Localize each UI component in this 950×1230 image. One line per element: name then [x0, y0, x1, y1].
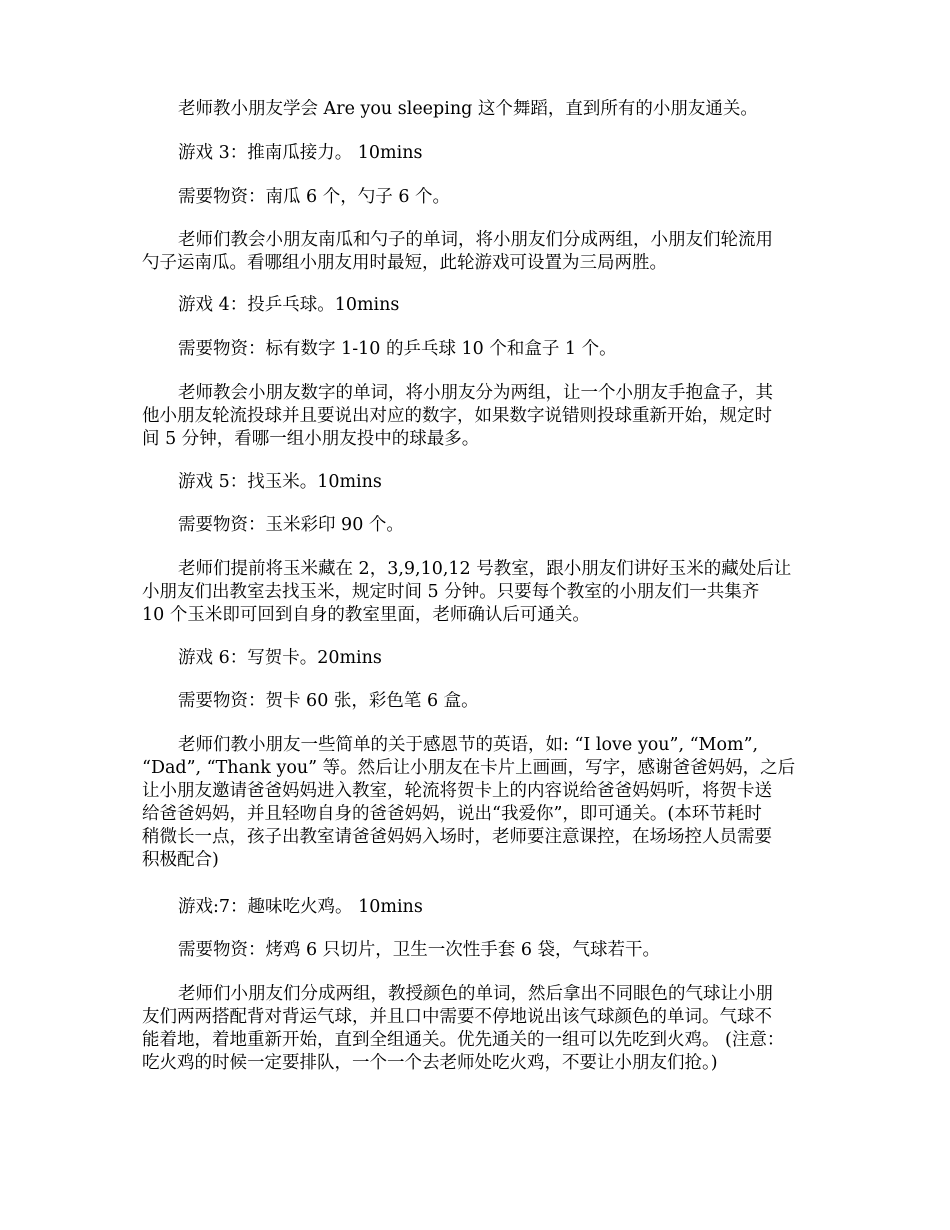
paragraph-line: 小朋友们出教室去找玉米，规定时间 5 分钟。只要每个教室的小朋友们一共集齐	[142, 582, 760, 602]
paragraph-line: 老师们教小朋友一些简单的关于感恩节的英语，如: “I love you”, “Mom”,	[178, 735, 759, 755]
materials-line: 需要物资：烤鸡 6 只切片，卫生一次性手套 6 袋，气球若干。	[178, 940, 661, 960]
paragraph-line: 老师们小朋友们分成两组，教授颜色的单词，然后拿出不同眼色的气球让小朋	[178, 984, 773, 1004]
materials-line: 需要物资：贺卡 60 张，彩色笔 6 盒。	[178, 691, 479, 711]
paragraph-line: 吃火鸡的时候一定要排队，一个一个去老师处吃火鸡，不要让小朋友们抢。)	[142, 1053, 718, 1073]
paragraph-line: “Dad”, “Thank you” 等。然后让小朋友在卡片上画画，写字，感谢爸爸妈妈，之后	[142, 758, 796, 778]
paragraph-line: 勺子运南瓜。看哪组小朋友用时最短，此轮游戏可设置为三局两胜。	[142, 253, 667, 273]
paragraph-line: 老师教会小朋友数字的单词，将小朋友分为两组，让一个小朋友手抱盒子，其	[178, 383, 773, 403]
paragraph-line: 他小朋友轮流投球并且要说出对应的数字，如果数字说错则投球重新开始，规定时	[142, 406, 772, 426]
paragraph-line: 给爸爸妈妈，并且轻吻自身的爸爸妈妈，说出“我爱你”，即可通关。(本环节耗时	[142, 804, 762, 824]
paragraph-line: 老师们教会小朋友南瓜和勺子的单词，将小朋友们分成两组，小朋友们轮流用	[178, 230, 773, 250]
paragraph-line: 间 5 分钟，看哪一组小朋友投中的球最多。	[142, 429, 480, 449]
game-heading: 游戏 4：投乒乓球。10mins	[178, 295, 400, 315]
game-heading: 游戏:7：趣味吃火鸡。 10mins	[178, 897, 423, 917]
paragraph-line: 稍微长一点，孩子出教室请爸爸妈妈入场时，老师要注意课控，在场场控人员需要	[142, 827, 772, 847]
paragraph-line: 让小朋友邀请爸爸妈妈进入教室，轮流将贺卡上的内容说给爸爸妈妈听，将贺卡送	[142, 781, 772, 801]
materials-line: 需要物资：玉米彩印 90 个。	[178, 515, 404, 535]
game-heading: 游戏 3：推南瓜接力。 10mins	[178, 143, 423, 163]
paragraph-line: 老师教小朋友学会 Are you sleeping 这个舞蹈，直到所有的小朋友通关。	[178, 99, 758, 119]
paragraph-line: 能着地，着地重新开始，直到全组通关。优先通关的一组可以先吃到火鸡。 (注意：	[142, 1030, 785, 1050]
materials-line: 需要物资：南瓜 6 个，勺子 6 个。	[178, 187, 451, 207]
materials-line: 需要物资：标有数字 1-10 的乒乓球 10 个和盒子 1 个。	[178, 339, 617, 359]
game-heading: 游戏 6：写贺卡。20mins	[178, 648, 382, 668]
game-heading: 游戏 5：找玉米。10mins	[178, 472, 382, 492]
paragraph-line: 积极配合)	[142, 850, 219, 870]
paragraph-line: 老师们提前将玉米藏在 2，3,9,10,12 号教室，跟小朋友们讲好玉米的藏处后让	[178, 559, 792, 579]
paragraph-line: 友们两两搭配背对背运气球，并且口中需要不停地说出该气球颜色的单词。气球不	[142, 1007, 772, 1027]
paragraph-line: 10 个玉米即可回到自身的教室里面，老师确认后可通关。	[142, 605, 590, 625]
